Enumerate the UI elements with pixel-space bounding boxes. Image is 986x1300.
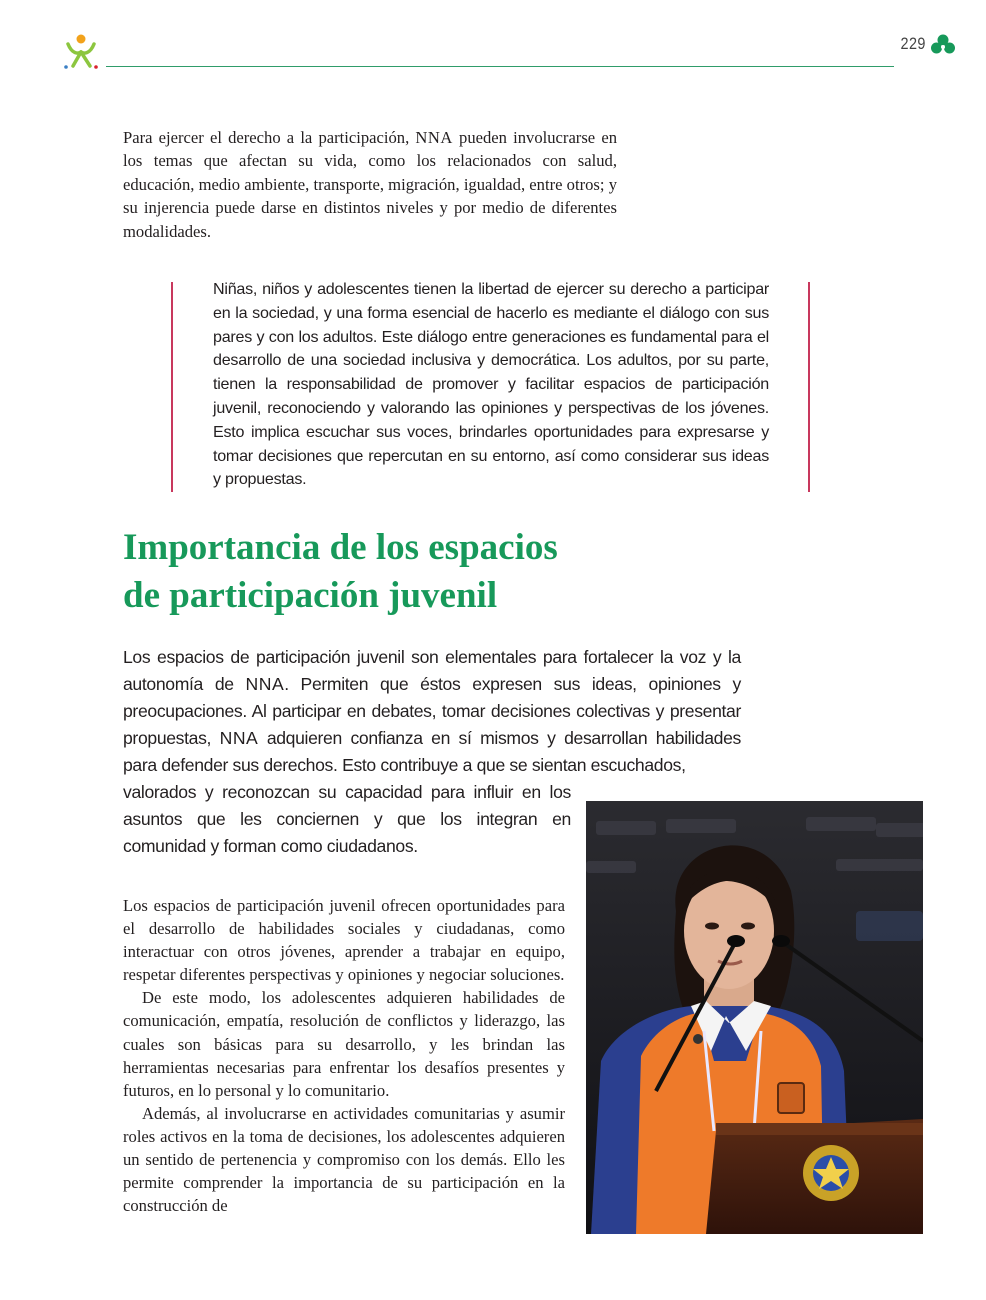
body-paragraph: De este modo, los adolescentes adquieren habilidades de comunicación, empatía, resolución de conflictos y liderazgo, las cuales son básicas para su desarrollo, y les brindan las herramientas necesarias para enfrentar los desafíos presentes y futuros, en lo personal y lo comunitario. — [123, 988, 565, 1100]
page-number: 229 — [900, 34, 926, 53]
body-paragraph: Los espacios de participación juvenil ofrecen oportunidades para el desarrollo de habilidades sociales y ciudadanas, como interactuar con otros jóvenes, aprender a trabajar en equipo, respetar diferentes perspectivas y opiniones y negociar soluciones. — [123, 896, 565, 985]
person-logo-icon — [60, 30, 102, 72]
section-heading-line2: de participación juvenil — [123, 575, 498, 616]
quote-bar-right — [808, 282, 810, 492]
section-heading-line1: Importancia de los espacios — [123, 527, 558, 568]
intro-paragraph: Para ejercer el derecho a la participación, NNA pueden involucrarse en los temas que afectan su vida, como los relacionados con salud, educación, medio ambiente, transporte, migración, igualdad, entre otros; y su injerencia puede darse en distintos niveles y por medio de diferentes modalidades. — [123, 128, 617, 241]
body-paragraph: Además, al involucrarse en actividades comunitarias y asumir roles activos en la toma de decisiones, los adolescentes adquieren un sentido de pertenencia y compromiso con los demás. Ello les permite comprender la importancia de su participación en la construcción de — [123, 1103, 565, 1216]
body-column — [123, 894, 565, 1217]
clover-logo-icon — [930, 34, 956, 58]
youth-spaces-paragraph: Los espacios de participación juvenil son elementales para fortalecer la voz y la autonomía de NNA. Permiten que éstos expresen sus ideas, opiniones y preocupaciones. Al participar en debates, tomar decisiones colectivas y presentar propuestas, NNA adquieren confianza en sí mismos y desarrollan habilidades para defender sus derechos. Esto contribuye a que se sientan escuchados, valorados y reconozcan su capacidad para influir en los asuntos que les conciernen y que los integran en comunidad y forman como ciudadanos. — [123, 647, 741, 856]
quote-text: Niñas, niños y adolescentes tienen la libertad de ejercer su derecho a participar en la sociedad, y una forma esencial de hacerlo es mediante el diálogo con sus pares y con los adultos. Este diálogo entre generaciones es fundamental para el desarrollo de una sociedad inclusiva y democrática. Los adultos, por su parte, tienen la responsabilidad de promover y facilitar espacios de participación juvenil, reconociendo y valorando las opiniones y perspectivas de los jóvenes. Esto implica escuchar sus voces, brindarles oportunidades para expresarse y tomar decisiones que repercutan en su entorno, así como considerar sus ideas y propuestas. — [213, 280, 769, 489]
header-rule — [106, 66, 894, 67]
student-speaking-photo — [586, 801, 923, 1234]
quote-bar-left — [171, 282, 173, 492]
section-heading — [123, 524, 743, 620]
